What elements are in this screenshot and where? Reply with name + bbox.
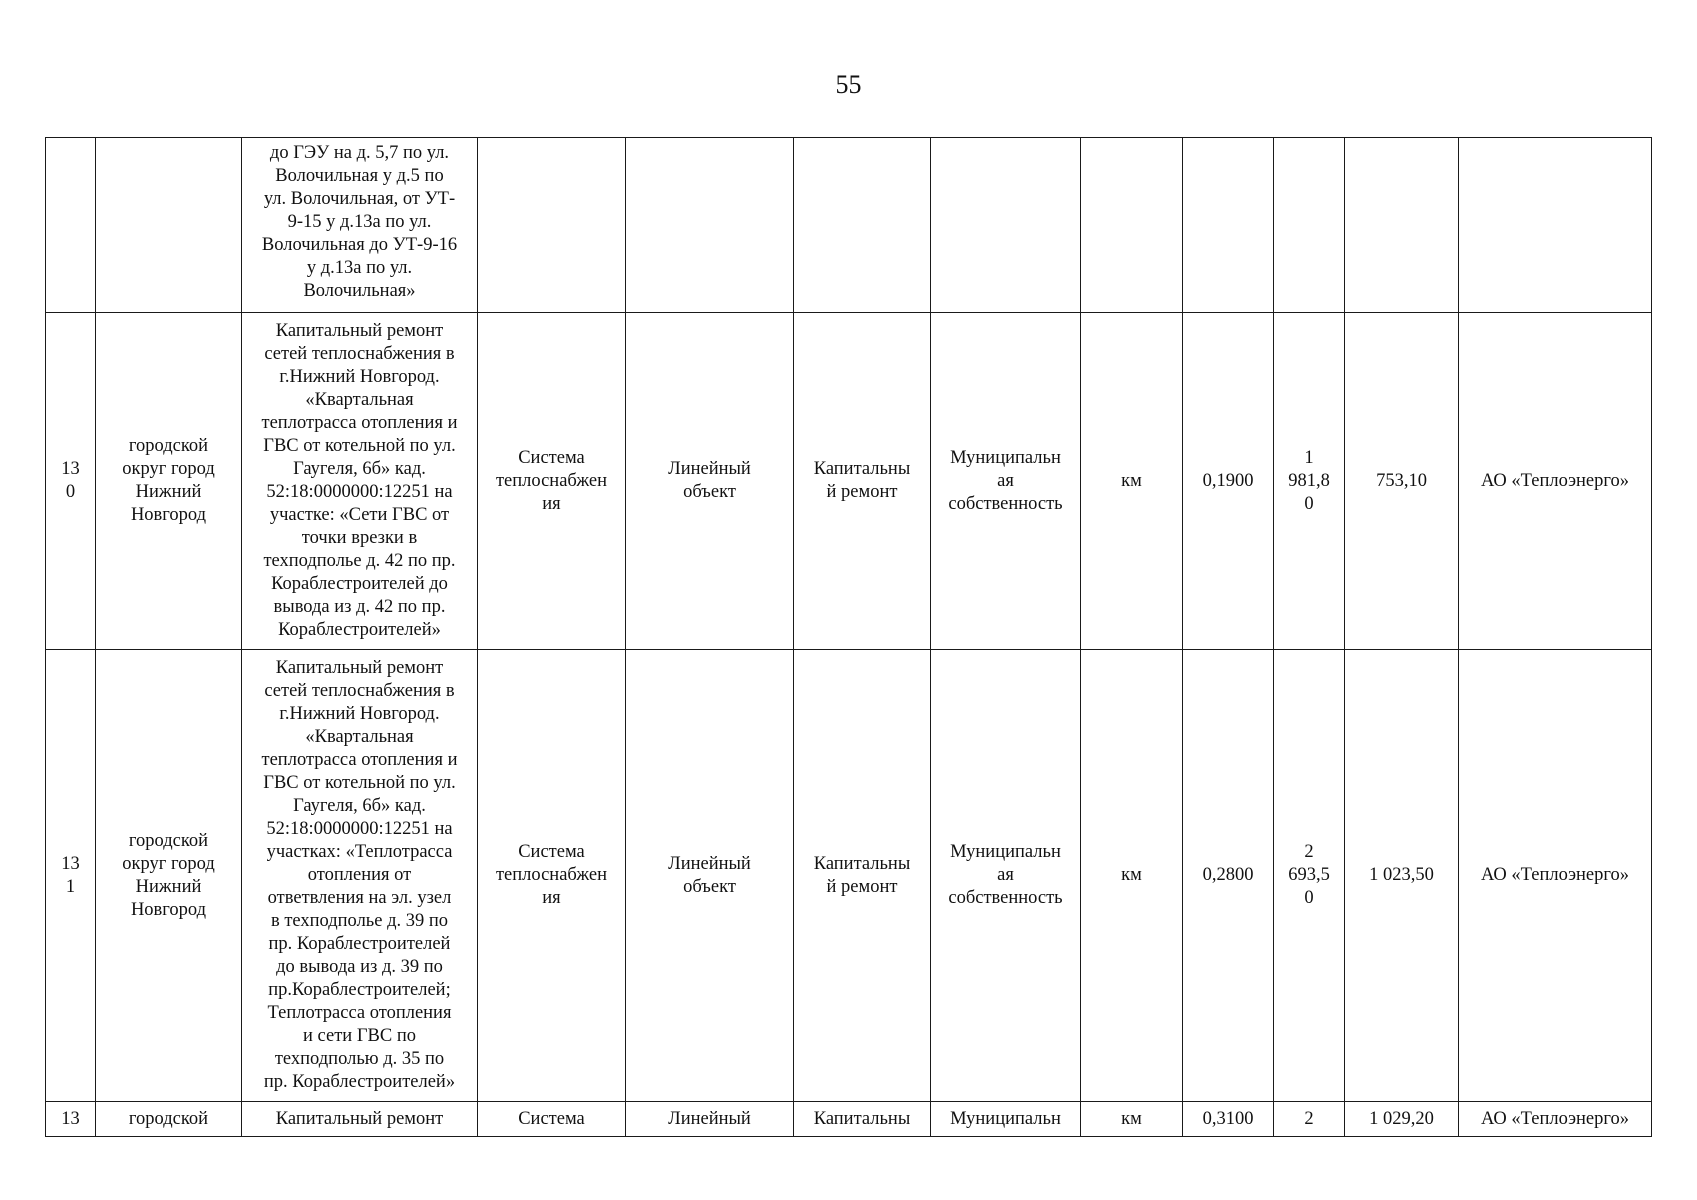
- cell-cost: 1 029,20: [1345, 1102, 1459, 1137]
- cell-object-description: Капитальный ремонт сетей теплоснабжения в г.Нижний Новгород. «Квартальная теплотрасса отопления и ГВС от котельной по ул. Гаугеля, 6б» кад. 52:18:0000000:12251 на участке: «Сети ГВС от точки врезки в техподполье д. 42 по пр. Кораблестроителей до вывода из д. 42 по пр. Кораблестроителей»: [242, 313, 478, 650]
- cell-unit: [1081, 138, 1183, 313]
- cell-organization: АО «Теплоэнерго»: [1459, 650, 1652, 1102]
- cell-number: [46, 138, 96, 313]
- cell-cost: [1345, 138, 1459, 313]
- page-number: 55: [835, 70, 862, 99]
- cell-quantity: 0,1900: [1183, 313, 1274, 650]
- cell-object-description: Капитальный ремонт: [242, 1102, 478, 1137]
- cell-work-type: [794, 138, 931, 313]
- cell-cost-total: [1274, 138, 1345, 313]
- cell-organization: АО «Теплоэнерго»: [1459, 1102, 1652, 1137]
- cell-cost-total: 2: [1274, 1102, 1345, 1137]
- cell-cost: 753,10: [1345, 313, 1459, 650]
- cell-quantity: 0,3100: [1183, 1102, 1274, 1137]
- cell-cost-total: 1 981,8 0: [1274, 313, 1345, 650]
- cell-cost: 1 023,50: [1345, 650, 1459, 1102]
- cell-ownership: Муниципальн: [931, 1102, 1081, 1137]
- cell-municipality: городской: [96, 1102, 242, 1137]
- cell-ownership: Муниципальн ая собственность: [931, 650, 1081, 1102]
- cell-system: [478, 138, 626, 313]
- data-table: [45, 137, 1652, 1137]
- cell-number: 13: [46, 1102, 96, 1137]
- cell-municipality: городской округ город Нижний Новгород: [96, 313, 242, 650]
- cell-municipality: городской округ город Нижний Новгород: [96, 650, 242, 1102]
- cell-organization: [1459, 138, 1652, 313]
- table-row: [46, 138, 1652, 313]
- cell-number: 13 0: [46, 313, 96, 650]
- cell-municipality: [96, 138, 242, 313]
- table-row: [46, 650, 1652, 1102]
- cell-object-type: Линейный объект: [626, 650, 794, 1102]
- table-row: [46, 313, 1652, 650]
- cell-work-type: Капитальны й ремонт: [794, 313, 931, 650]
- cell-quantity: [1183, 138, 1274, 313]
- cell-object-type: Линейный: [626, 1102, 794, 1137]
- cell-unit: км: [1081, 1102, 1183, 1137]
- cell-quantity: 0,2800: [1183, 650, 1274, 1102]
- cell-ownership: [931, 138, 1081, 313]
- cell-object-description: до ГЭУ на д. 5,7 по ул. Волочильная у д.5 по ул. Волочильная, от УТ- 9-15 у д.13а по ул. Волочильная до УТ-9-16 у д.13а по ул. Волочильная»: [242, 138, 478, 313]
- cell-organization: АО «Теплоэнерго»: [1459, 313, 1652, 650]
- cell-unit: км: [1081, 650, 1183, 1102]
- table-row: [46, 1102, 1652, 1137]
- cell-system: Система: [478, 1102, 626, 1137]
- cell-system: Система теплоснабжен ия: [478, 650, 626, 1102]
- cell-object-type: [626, 138, 794, 313]
- cell-object-type: Линейный объект: [626, 313, 794, 650]
- cell-work-type: Капитальны: [794, 1102, 931, 1137]
- cell-system: Система теплоснабжен ия: [478, 313, 626, 650]
- cell-ownership: Муниципальн ая собственность: [931, 313, 1081, 650]
- cell-object-description: Капитальный ремонт сетей теплоснабжения в г.Нижний Новгород. «Квартальная теплотрасса отопления и ГВС от котельной по ул. Гаугеля, 6б» кад. 52:18:0000000:12251 на участках: «Теплотрасса отопления от ответвления на эл. узел в техподполье д. 39 по пр. Кораблестроителей до вывода из д. 39 по пр.Кораблестроителей; Теплотрасса отопления и сети ГВС по техподполью д. 35 по пр. Кораблестроителей»: [242, 650, 478, 1102]
- cell-unit: км: [1081, 313, 1183, 650]
- cell-number: 13 1: [46, 650, 96, 1102]
- cell-work-type: Капитальны й ремонт: [794, 650, 931, 1102]
- cell-cost-total: 2 693,5 0: [1274, 650, 1345, 1102]
